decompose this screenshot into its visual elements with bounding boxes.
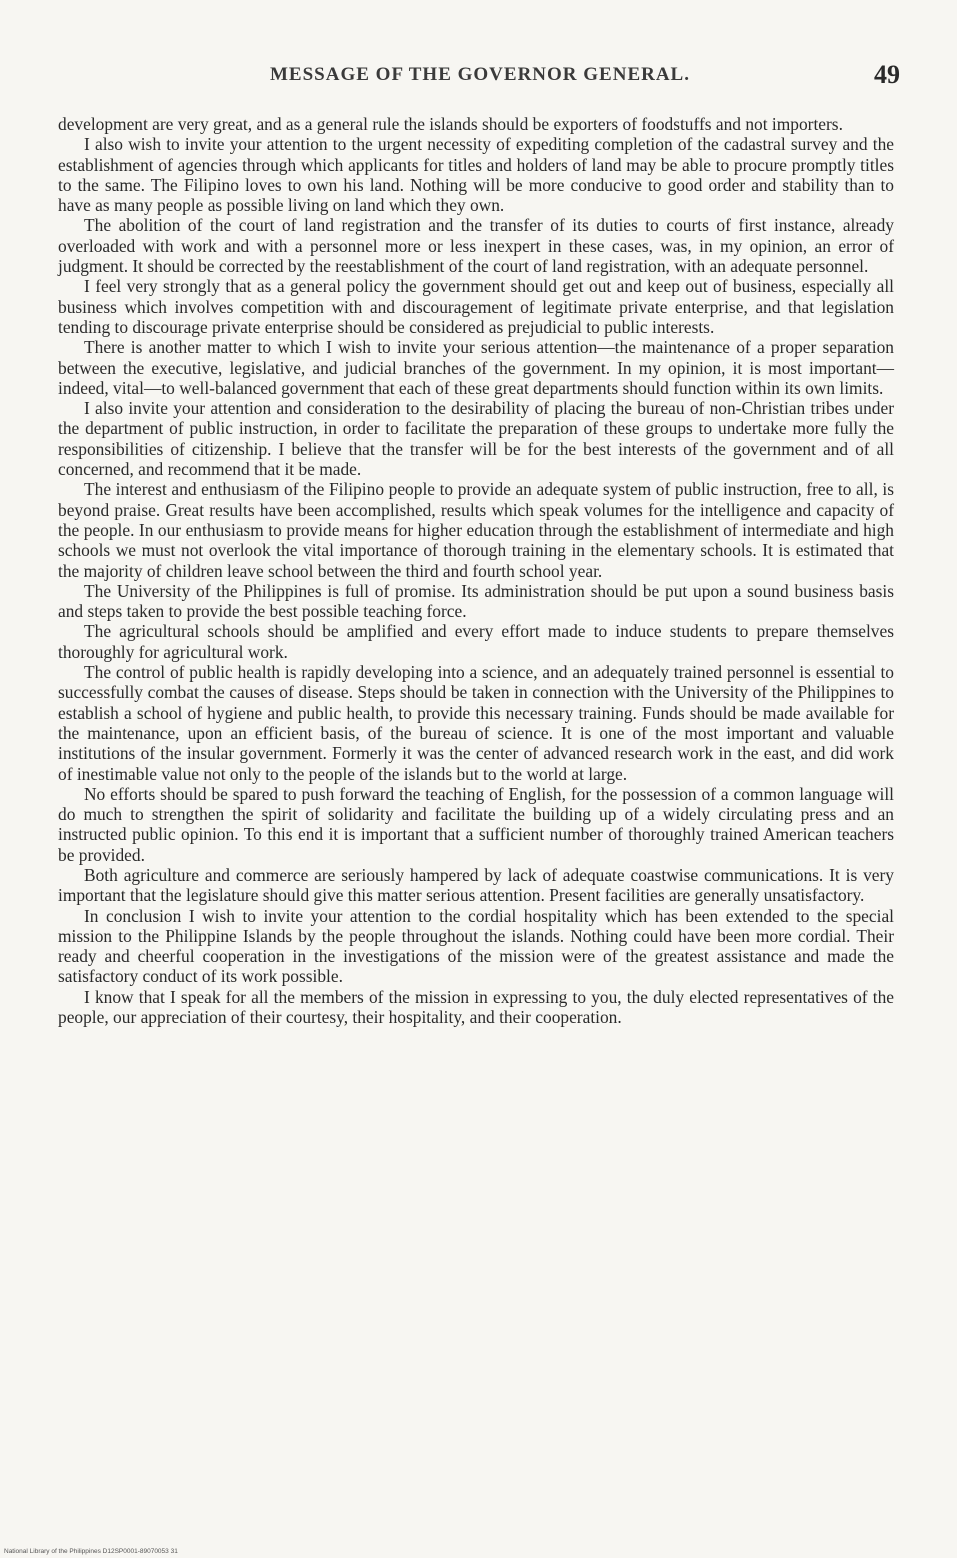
scan-credit: National Library of the Philippines D12SP0001-89070053 31 — [4, 1548, 178, 1555]
paragraph: The abolition of the court of land registration and the transfer of its duties to courts of first instance, already overloaded with work and with a personnel more or less inexpert in these cases, was, in my opinion, an error of judgment. It should be corrected by the reestablishment of the court of land registration, with an adequate personnel. — [58, 215, 894, 277]
body-text — [58, 114, 894, 1027]
paragraph: I know that I speak for all the members of the mission in expressing to you, the duly elected representatives of the people, our appreciation of their courtesy, their hospitality, and their cooperation. — [58, 986, 894, 1028]
paragraph: The control of public health is rapidly developing into a science, and an adequately trained personnel is essential to successfully combat the causes of disease. Steps should be taken in connection with the University of the Philippines to establish a school of hygiene and public health, to provide this necessary training. Funds should be made available for the maintenance, upon an efficient basis, of the bureau of science. It is one of the most important and valuable institutions of the insular government. Formerly it was the center of advanced research work in the east, and did work of inestimable value not only to the people of the islands but to the world at large. — [58, 662, 894, 784]
paragraph: There is another matter to which I wish to invite your serious attention—the maintenance of a proper separation between the executive, legislative, and judicial branches of the government. In my opinion, it is most important—indeed, vital—to well-balanced government that each of these great departments should function within its own limits. — [58, 337, 894, 398]
paragraph: The University of the Philippines is full of promise. Its administration should be put upon a sound business basis and steps taken to provide the best possible teaching force. — [58, 580, 894, 622]
running-title: MESSAGE OF THE GOVERNOR GENERAL. — [270, 64, 690, 85]
paragraph: I also invite your attention and consideration to the desirability of placing the bureau of non-Christian tribes under the department of public instruction, in order to facilitate the preparation of these groups to undertake more fully the responsibilities of citizenship. I believe that the transfer will be for the best interests of the government and of all concerned, and recommend that it be made. — [58, 398, 894, 480]
paragraph: The agricultural schools should be amplified and every effort made to induce students to prepare themselves thoroughly for agricultural work. — [58, 621, 894, 662]
paragraph: I also wish to invite your attention to the urgent necessity of expediting completion of the cadastral survey and the establishment of agencies through which applicants for titles and holders of land may be able to procure promptly titles to the same. The Filipino loves to own his land. Nothing will be more conducive to good order and stability than to have as many people as possible living on land which they own. — [58, 134, 894, 216]
paragraph: No efforts should be spared to push forward the teaching of English, for the possession of a common language will do much to strengthen the spirit of solidarity and facilitate the building up of a widely circulating press and an instructed public opinion. To this end it is important that a sufficient number of thoroughly trained American teachers be provided. — [58, 783, 894, 865]
paragraph: In conclusion I wish to invite your attention to the cordial hospitality which has been extended to the special mission to the Philippine Islands by the people throughout the islands. Nothing could have been more cordial. Their ready and cheerful cooperation in the investigations of the mission were of the greatest assistance and made the satisfactory conduct of its work possible. — [58, 905, 894, 987]
paragraph: I feel very strongly that as a general policy the government should get out and keep out of business, especially all business which involves competition with and discouragement of legitimate private enterprise, and that legislation tending to discourage private enterprise should be considered as prejudicial to public interests. — [58, 276, 894, 337]
page-number: 49 — [874, 60, 900, 89]
running-header — [60, 60, 900, 94]
paragraph: development are very great, and as a general rule the islands should be exporters of foodstuffs and not importers. — [58, 114, 843, 134]
paragraph: The interest and enthusiasm of the Filipino people to provide an adequate system of public instruction, free to all, is beyond praise. Great results have been accomplished, results which speak volumes for the intelligence and capacity of the people. In our enthusiasm to provide means for higher education through the establishment of intermediate and high schools we must not overlook the vital importance of thorough training in the elementary schools. It is estimated that the majority of children leave school between the third and fourth school year. — [58, 479, 894, 581]
paragraph: Both agriculture and commerce are seriously hampered by lack of adequate coastwise communications. It is very important that the legislature should give this matter serious attention. Present facilities are generally unsatisfactory. — [58, 864, 894, 906]
